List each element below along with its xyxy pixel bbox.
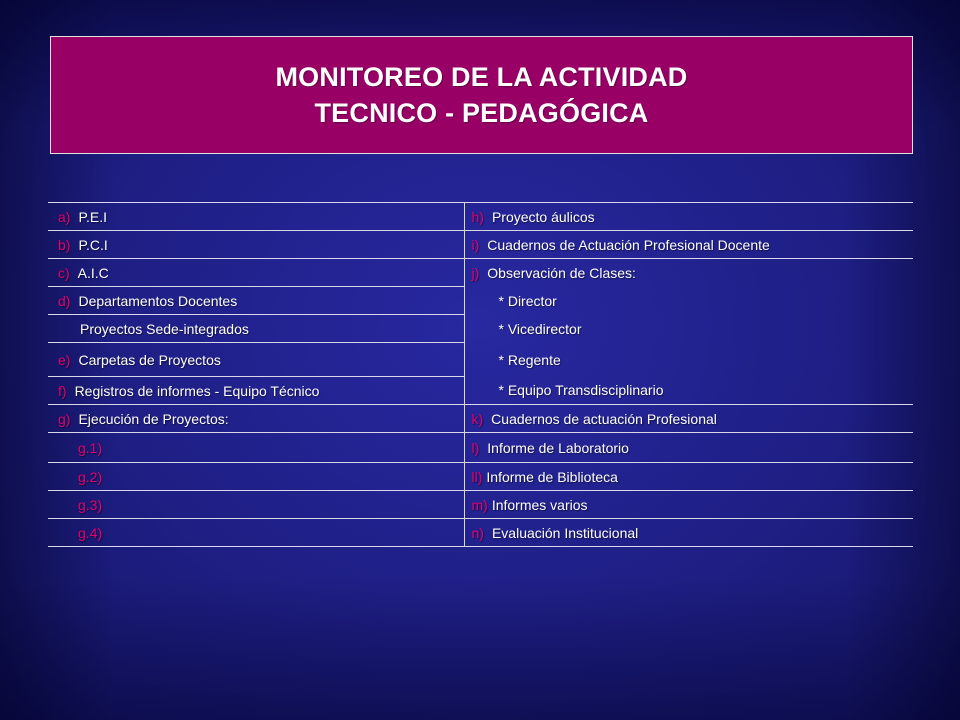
item-text: Ejecución de Proyectos:	[78, 410, 229, 427]
table-cell	[48, 377, 464, 405]
table-row	[48, 203, 913, 231]
item-text: Registros de informes - Equipo Técnico	[74, 382, 320, 399]
item-label: g.3)	[78, 496, 103, 513]
table-cell	[48, 405, 464, 433]
table-cell	[48, 491, 464, 519]
item-label: b)	[58, 236, 71, 253]
table-cell	[464, 433, 913, 463]
item-text: Informes varios	[491, 496, 588, 513]
table-row	[48, 433, 913, 463]
item-label: g.4)	[78, 524, 103, 541]
table-cell	[48, 315, 464, 343]
table-cell	[464, 203, 913, 231]
table-cell	[464, 231, 913, 259]
item-text: A.I.C	[77, 264, 109, 281]
table-row	[48, 231, 913, 259]
item-label: j)	[471, 264, 480, 281]
item-label: l)	[471, 439, 480, 456]
item-label: i)	[471, 236, 480, 253]
table-cell	[464, 519, 913, 547]
table-cell	[48, 203, 464, 231]
table-row	[48, 259, 913, 287]
table-cell	[464, 377, 913, 405]
item-label: h)	[471, 208, 484, 225]
item-text: * Vicedirector	[498, 320, 582, 337]
table-cell	[464, 491, 913, 519]
item-text: * Director	[498, 292, 557, 309]
item-text: Proyectos Sede-integrados	[80, 320, 249, 337]
item-label: a)	[58, 208, 71, 225]
item-text: Informe de Laboratorio	[487, 439, 629, 456]
table-row	[48, 463, 913, 491]
item-label: g.1)	[78, 439, 103, 456]
table-cell	[48, 519, 464, 547]
table-cell	[464, 259, 913, 287]
table-cell	[464, 343, 913, 377]
item-text: Departamentos Docentes	[78, 292, 238, 309]
item-text: Carpetas de Proyectos	[78, 351, 221, 368]
table-cell	[464, 405, 913, 433]
item-text: P.E.I	[78, 208, 107, 225]
table-cell	[48, 287, 464, 315]
item-label: n)	[471, 524, 484, 541]
table-cell	[464, 463, 913, 491]
item-text: * Equipo Transdisciplinario	[498, 382, 664, 399]
item-label: ll)	[471, 468, 483, 485]
table-cell	[464, 315, 913, 343]
table-row	[48, 519, 913, 547]
item-text: Observación de Clases:	[487, 264, 636, 281]
item-text: Cuadernos de Actuación Profesional Docente	[487, 236, 770, 253]
item-text: Proyecto áulicos	[491, 208, 595, 225]
item-label: k)	[471, 410, 484, 427]
item-text: * Regente	[498, 351, 561, 368]
title-line-2: TECNICO - PEDAGÓGICA	[314, 98, 649, 128]
table-row	[48, 491, 913, 519]
item-text: Informe de Biblioteca	[486, 468, 618, 485]
item-label: f)	[58, 382, 67, 399]
title-box	[50, 36, 913, 154]
table-cell	[48, 259, 464, 287]
monitoring-table	[48, 202, 913, 547]
table-cell	[48, 463, 464, 491]
item-label: c)	[58, 264, 70, 281]
title-line-1: MONITOREO DE LA ACTIVIDAD	[275, 62, 688, 92]
item-text: Cuadernos de actuación Profesional	[491, 410, 717, 427]
item-label: d)	[58, 292, 71, 309]
table-cell	[464, 287, 913, 315]
item-text: Evaluación Institucional	[491, 524, 639, 541]
table-row	[48, 315, 913, 343]
item-label: e)	[58, 351, 71, 368]
table-row	[48, 287, 913, 315]
table-row	[48, 405, 913, 433]
table-row	[48, 343, 913, 377]
table-cell	[48, 231, 464, 259]
table-cell	[48, 343, 464, 377]
item-label: m)	[471, 496, 488, 513]
table-row	[48, 377, 913, 405]
item-label: g.2)	[78, 468, 103, 485]
item-text: P.C.I	[78, 236, 108, 253]
item-label: g)	[58, 410, 71, 427]
table-cell	[48, 433, 464, 463]
